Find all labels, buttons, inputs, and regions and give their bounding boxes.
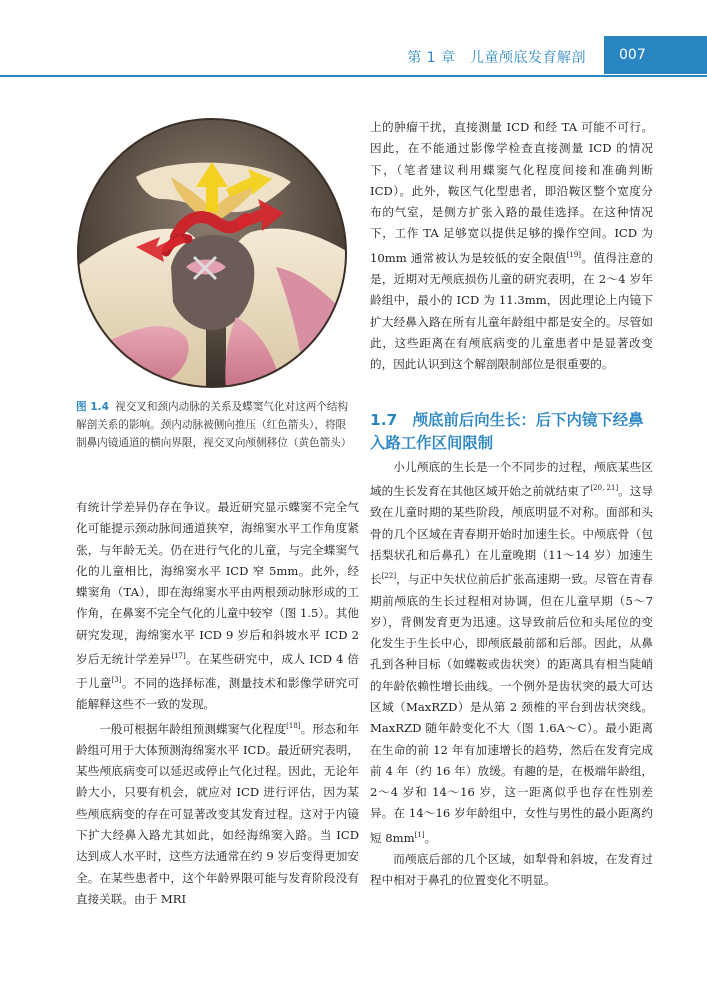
text-run: 。	[424, 830, 437, 845]
header-rule	[0, 75, 707, 77]
citation: [1]	[414, 830, 425, 839]
text-run: 。形态和年龄组可用于大体预测海绵窦水平 ICD。最近研究表明，某些颅底病变可以延迟或停止气化过程。因此，无论年龄大小，只要有机会，就应对 ICD 进行评估，因为某些颅底病变的存在可显著改变其发育过程。这对于内镜下扩大经鼻入路尤其如此，如经海绵窦入路。当 ICD 达到成人水平时，这些方法通常在约 9 岁后变得更加安全。在某些患者中，这个年龄界限可能与发育阶段没有直接关联。由于 MRI	[76, 721, 359, 906]
chapter-title: 第 1 章 儿童颅底发育解剖	[407, 50, 586, 66]
citation: [19]	[566, 250, 582, 259]
figure-caption	[76, 398, 354, 452]
figure-caption-text: 视交叉和颈内动脉的关系及蝶窦气化对这两个结构解剖关系的影响。颈内动脉被侧向推压（红色箭头），将限制鼻内镜通道的横向界限，视交叉向颅侧移位（黄色箭头）	[76, 401, 352, 449]
right-column-lower	[370, 457, 653, 892]
section-heading: 1.7 颅底前后向生长：后下内镜下经鼻入路工作区间限制	[370, 411, 644, 452]
text-run: 一般可根据年龄组预测蝶窦气化程度	[99, 721, 287, 736]
left-column	[76, 497, 359, 910]
text-run: 。在某些研究中，成人 ICD 4 倍于儿童	[76, 651, 359, 691]
citation: [20, 21]	[590, 484, 619, 493]
right-paragraph-1	[370, 117, 653, 375]
citation: [17]	[171, 652, 186, 661]
figure-number: 图 1.4	[76, 401, 110, 413]
citation: [3]	[111, 676, 122, 685]
left-paragraph-1	[76, 497, 359, 716]
text-run: 。值得注意的是，近期对无颅底损伤儿童的研究表明，在 2～4 岁年龄组中，最小的 ICD 为 11.3mm，因此理论上内镜下扩大经鼻入路在所有儿童年龄组中都是安全的。尽管如此，这些距离在有颅底病变的儿童患者中是显著改变的，因此认识到这个解剖限制部位是很重要的。	[370, 250, 653, 372]
page-number: 007	[604, 36, 707, 74]
citation: [22]	[381, 572, 397, 581]
right-column-upper	[370, 117, 653, 375]
right-paragraph-2	[370, 457, 653, 849]
right-paragraph-3: 而颅底后部的几个区域，如犁骨和斜坡，在发育过程中相对于鼻孔的位置变化不明显。	[370, 851, 653, 888]
text-run: ，与正中矢状位前后扩张高速期一致。尽管在青春期前颅底的生长过程相对协调，但在儿童早期（5～7 岁），背侧发育更为迅速。这导致前后位和头尾位的变化发生于生长中心，即颅底最前部和后部。因此，从鼻孔到各种目标（如蝶鞍或齿状突）的距离具有相当陡峭的年龄依赖性增长曲线。一个例外是齿状突的最大可达区域（MaxRZD）是从第 2 颈椎的平台到齿状突线。MaxRZD 随年龄变化不大（图 1.6A～C）。最小距离在生命的前 12 年有加速增长的趋势，然后在发育完成前 4 年（约 16 年）放缓。有趣的是，在极端年龄组，2～4 岁和 14～16 岁，这一距离似乎也存在性别差异。在 14～16 岁年龄组中，女性与男性的最小距离约短 8mm	[370, 572, 653, 845]
citation: [18]	[286, 721, 301, 730]
page-header	[0, 0, 707, 86]
text-run: 。不同的选择标准，测量技术和影像学研究可能解释这些不一致的发现。	[76, 676, 359, 712]
text-run: 上的肿瘤干扰，直接测量 ICD 和经 TA 可能不可行。因此，在不能通过影像学检查直接测量 ICD 的情况下，（笔者建议利用蝶窦气化程度间接和准确判断 ICD）。此外，鞍区气化型患者，即沿鞍区整个宽度分布的气室，是侧方扩张入路的最佳选择。在这种情况下，工作 TA 足够宽以提供足够的操作空间。ICD 为 10mm 通常被认为是较低的安全限值	[370, 120, 653, 265]
anatomy-illustration	[76, 117, 348, 389]
text-run: 。这导致在儿童时期的某些阶段，颅底明显不对称。面部和头骨的几个区域在青春期开始时加速生长。中颅底骨（包括梨状孔和后鼻孔）在儿童晚期（11～14 岁）加速生长	[370, 484, 653, 587]
figure-illustration	[76, 117, 348, 389]
text-run: 有统计学差异仍存在争议。最近研究显示蝶窦不完全气化可能提示颈动脉间通道狭窄，海绵窦水平工作角度紧张，与年龄无关。仍在进行气化的儿童，与完全蝶窦气化的儿童相比，海绵窦水平 ICD 窄 5mm。此外，经蝶窦角（TA），即在海绵窦水平由两根颈动脉形成的工作角，在鼻窦不完全气化的儿童中较窄（图 1.5）。其他研究发现，海绵窦水平 ICD 9 岁后和斜坡水平 ICD 2 岁后无统计学差异	[76, 500, 359, 666]
left-paragraph-2	[76, 716, 359, 911]
text-run: 小儿颅底的生长是一个不同步的过程，颅底某些区域的生长发育在其他区域开始之前就结束了	[370, 460, 653, 499]
